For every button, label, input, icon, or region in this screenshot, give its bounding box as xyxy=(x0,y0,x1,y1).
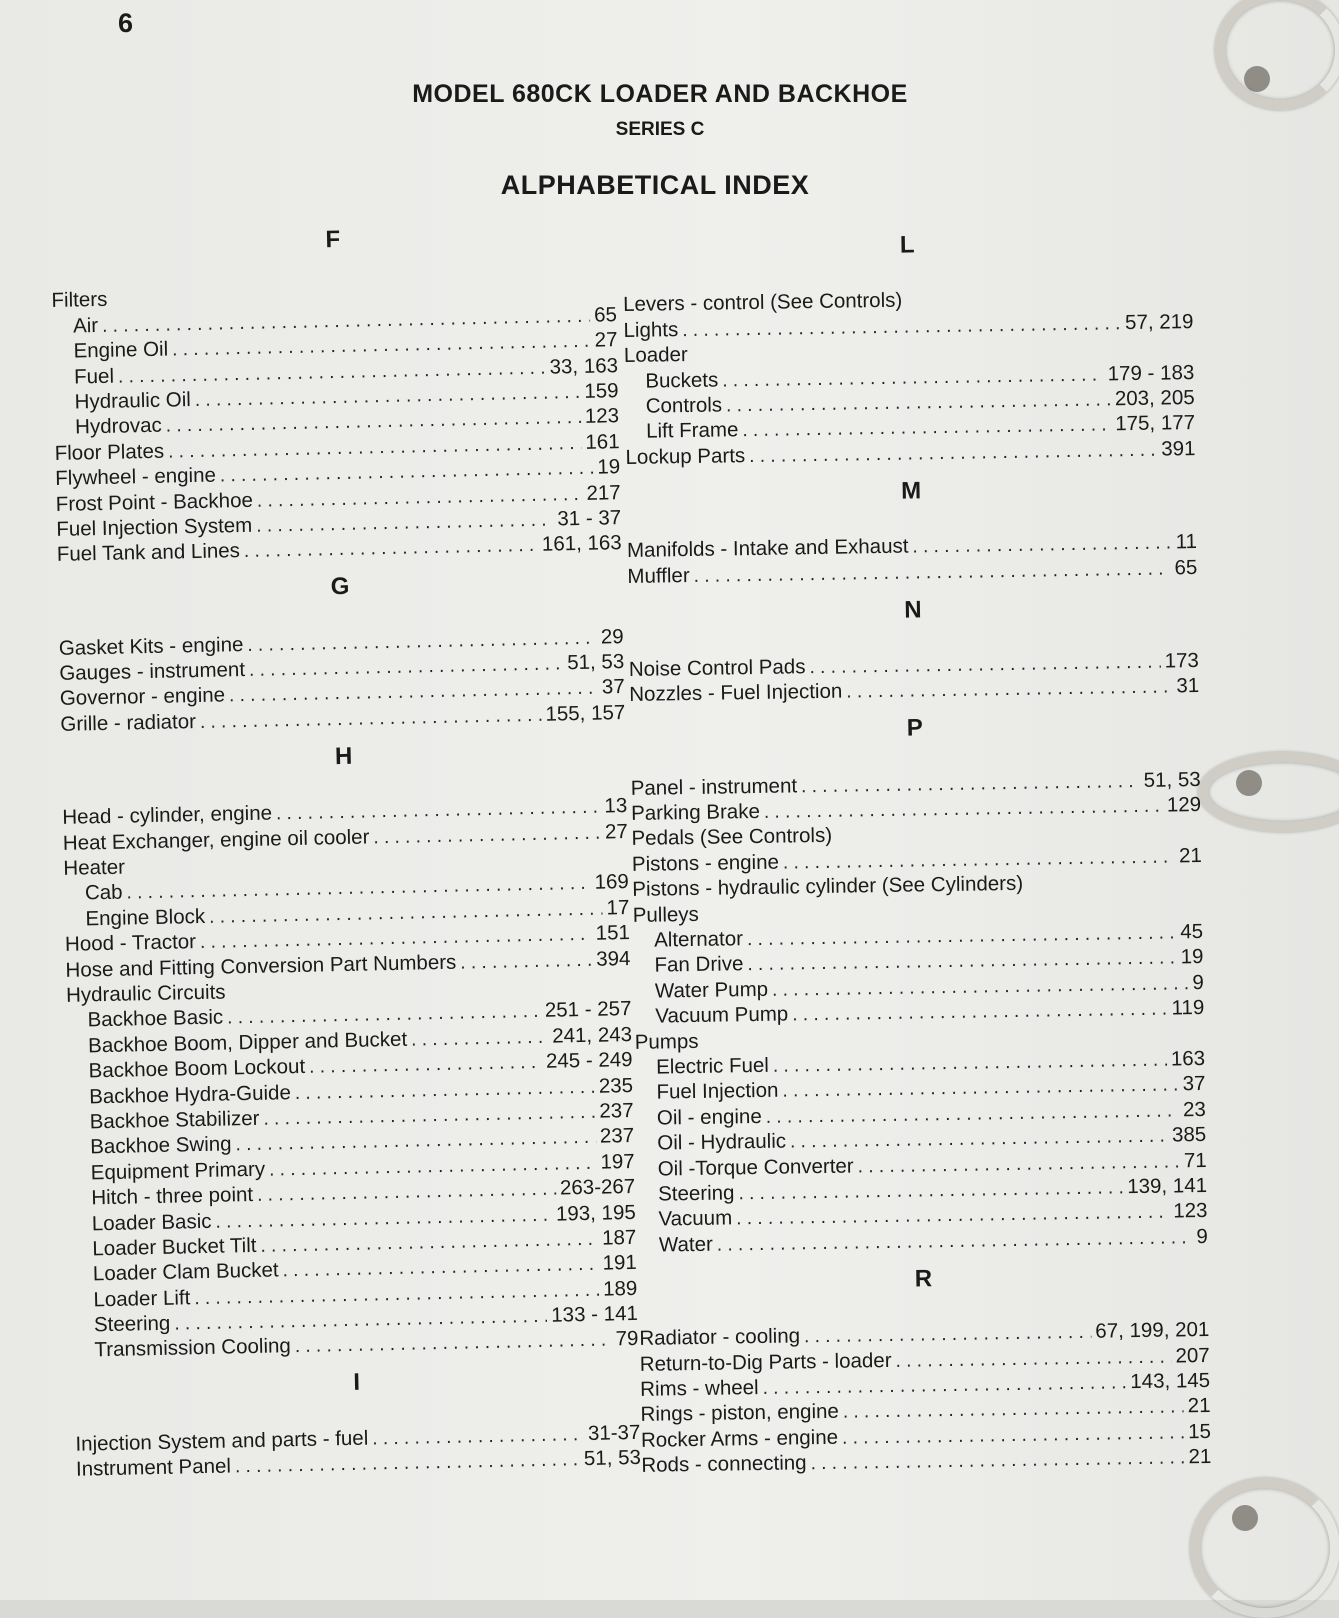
entry-label: Lights xyxy=(623,317,679,342)
entry-label: Backhoe Swing xyxy=(90,1132,232,1159)
document-title: MODEL 680CK LOADER AND BACKHOE xyxy=(412,80,908,108)
entry-label: Frost Point - Backhoe xyxy=(55,488,254,516)
entry-label: Hydraulic Circuits xyxy=(65,980,226,1007)
binder-ring-bottom xyxy=(1190,1478,1339,1618)
entry-page: 251 - 257 xyxy=(544,997,632,1023)
entry-page: 13 xyxy=(604,794,628,818)
entry-label: Hood - Tractor xyxy=(64,930,197,957)
entry-page: 173 xyxy=(1164,648,1199,673)
section-letter: N xyxy=(904,595,922,624)
entry-label: Hydrovac xyxy=(74,414,162,439)
entry-label: Parking Brake xyxy=(630,799,761,826)
entry-page: 45 xyxy=(1180,919,1204,944)
entry-label: Transmission Cooling xyxy=(94,1334,292,1362)
entry-page: 237 xyxy=(599,1098,634,1123)
entry-label: Panel - instrument xyxy=(630,774,798,800)
entry-page: 139, 141 xyxy=(1127,1173,1208,1199)
entry-label: Rods - connecting xyxy=(641,1451,807,1477)
entry-page: 207 xyxy=(1175,1343,1210,1367)
entry-page: 391 xyxy=(1161,436,1196,461)
entry-label: Engine Oil xyxy=(73,337,169,363)
entry-page: 155, 157 xyxy=(545,700,626,726)
entry-label: Fuel Tank and Lines xyxy=(56,539,241,567)
entry-label: Fuel Injection xyxy=(656,1079,779,1104)
dot-leader xyxy=(804,1322,1092,1349)
entry-label: Alternator xyxy=(653,927,744,952)
entry-page: 143, 145 xyxy=(1130,1368,1211,1394)
entry-label: Radiator - cooling xyxy=(639,1324,801,1350)
entry-label: Levers - control (See Controls) xyxy=(622,288,903,317)
entry-page: 51, 53 xyxy=(1143,767,1201,792)
entry-label: Buckets xyxy=(645,368,719,393)
entry-page: 33, 163 xyxy=(549,353,619,379)
entry-page: 161, 163 xyxy=(541,531,622,557)
entry-label: Grille - radiator xyxy=(60,709,197,736)
entry-label: Controls xyxy=(645,393,723,418)
entry-page: 31 - 37 xyxy=(557,506,622,531)
dot-leader xyxy=(372,1424,584,1450)
entry-label: Governor - engine xyxy=(59,683,226,711)
section-letter: M xyxy=(900,477,922,505)
entry-label: Loader Basic xyxy=(91,1209,212,1235)
entry-label: Lockup Parts xyxy=(625,443,746,469)
entry-label: Fan Drive xyxy=(654,952,744,978)
entry-label: Heat Exchanger, engine oil cooler xyxy=(62,825,370,855)
entry-page: 37 xyxy=(1182,1072,1206,1096)
entry-page: 193, 195 xyxy=(555,1200,636,1226)
entry-page: 163 xyxy=(1170,1046,1206,1071)
entry-page: 65 xyxy=(1174,555,1198,579)
entry-label: Water Pump xyxy=(654,977,769,1003)
entry-label: Fuel Injection System xyxy=(56,513,253,541)
entry-label: Backhoe Stabilizer xyxy=(89,1106,260,1134)
entry-label: Hydraulic Oil xyxy=(74,388,192,414)
entry-page: 187 xyxy=(601,1225,637,1250)
section-letter: G xyxy=(330,573,350,601)
entry-label: Muffler xyxy=(627,563,690,588)
entry-page: 133 - 141 xyxy=(551,1301,639,1327)
entry-label: Oil - engine xyxy=(656,1104,762,1130)
entry-page: 394 xyxy=(595,946,631,971)
section-letter: F xyxy=(325,225,341,254)
dot-leader xyxy=(912,533,1172,559)
entry-label: Floor Plates xyxy=(54,439,165,465)
entry-label: Backhoe Hydra-Guide xyxy=(88,1080,292,1108)
entry-label: Loader Lift xyxy=(93,1285,191,1311)
entry-label: Head - cylinder, engine xyxy=(62,801,273,830)
entry-label: Steering xyxy=(93,1311,171,1337)
entry-label: Heater xyxy=(63,855,126,880)
entry-page: 67, 199, 201 xyxy=(1095,1318,1210,1343)
entry-page: 129 xyxy=(1166,793,1202,817)
entry-page: 29 xyxy=(600,624,624,649)
entry-page: 189 xyxy=(602,1276,638,1301)
entry-label: Noise Control Pads xyxy=(628,655,806,681)
entry-page: 241, 243 xyxy=(551,1022,633,1048)
entry-label: Air xyxy=(72,313,99,338)
entry-page: 51, 53 xyxy=(566,650,625,675)
entry-page: 159 xyxy=(584,379,619,403)
document-subtitle: SERIES C xyxy=(615,119,705,140)
entry-page: 31 xyxy=(1176,674,1200,698)
entry-page: 17 xyxy=(606,895,630,920)
entry-label: Pulleys xyxy=(632,902,699,927)
entry-page: 9 xyxy=(1196,1224,1209,1248)
entry-page: 37 xyxy=(601,675,625,700)
page-number: 6 xyxy=(118,8,134,38)
entry-label: Electric Fuel xyxy=(655,1053,770,1079)
entry-label: Cab xyxy=(84,881,123,905)
section-letter: R xyxy=(914,1264,933,1293)
entry-label: Rims - wheel xyxy=(639,1375,759,1401)
entry-page: 217 xyxy=(586,480,621,505)
entry-page: 21 xyxy=(1188,1444,1212,1469)
entry-page: 385 xyxy=(1171,1123,1207,1147)
section-letter: L xyxy=(899,231,915,259)
entry-page: 169 xyxy=(594,870,630,895)
entry-label: Pistons - engine xyxy=(631,850,780,876)
entry-label: Oil -Torque Converter xyxy=(657,1154,854,1181)
entry-label: Fuel xyxy=(73,364,115,389)
entry-page: 71 xyxy=(1183,1148,1207,1172)
entry-label: Rings - piston, engine xyxy=(640,1400,840,1427)
entry-page: 19 xyxy=(1180,945,1204,969)
entry-page: 161 xyxy=(585,429,620,454)
index-column-left xyxy=(50,216,641,1490)
entry-page: 31-37 xyxy=(587,1420,641,1445)
entry-label: Flywheel - engine xyxy=(55,463,217,491)
entry-label: Hose and Fitting Conversion Part Numbers xyxy=(65,950,457,982)
entry-page: 27 xyxy=(604,819,628,844)
dot-leader xyxy=(460,949,592,974)
entry-label: Instrument Panel xyxy=(75,1454,232,1481)
entry-label: Backhoe Basic xyxy=(87,1005,224,1032)
entry-label: Vacuum xyxy=(658,1206,733,1231)
entry-label: Gauges - instrument xyxy=(59,658,246,685)
entry-page: 119 xyxy=(1171,996,1205,1020)
entry-label: Filters xyxy=(51,288,108,313)
entry-label: Engine Block xyxy=(85,904,206,931)
entry-page: 245 - 249 xyxy=(545,1048,633,1073)
entry-label: Gasket Kits - engine xyxy=(58,632,244,660)
entry-label: Injection System and parts - fuel xyxy=(75,1426,369,1456)
dot-leader xyxy=(411,1027,549,1052)
entry-label: Equipment Primary xyxy=(90,1157,266,1185)
entry-page: 79 xyxy=(615,1327,639,1351)
index-column-right xyxy=(622,223,1212,1486)
entry-page: 11 xyxy=(1175,530,1198,554)
binder-ring-middle xyxy=(1198,752,1339,832)
entry-page: 179 - 183 xyxy=(1107,360,1195,385)
entry-label: Pumps xyxy=(634,1029,699,1054)
entry-label: Loader xyxy=(623,343,688,368)
entry-page: 123 xyxy=(584,404,620,429)
entry-label: Water xyxy=(658,1232,714,1257)
entry-page: 263-267 xyxy=(559,1175,636,1200)
section-letter: H xyxy=(334,742,353,771)
dot-leader xyxy=(895,1346,1171,1372)
entry-label: Nozzles - Fuel Injection xyxy=(629,679,843,707)
entry-label: Lift Frame xyxy=(645,418,739,443)
entry-page: 235 xyxy=(598,1073,634,1098)
section-letter: I xyxy=(353,1369,361,1397)
entry-page: 203, 205 xyxy=(1114,385,1195,411)
entry-label: Pistons - hydraulic cylinder (See Cylinders) xyxy=(632,872,1024,902)
entry-page: 15 xyxy=(1187,1419,1212,1443)
section-letter: P xyxy=(906,714,924,742)
entry-label: Return-to-Dig Parts - loader xyxy=(639,1348,892,1376)
entry-page: 175, 177 xyxy=(1115,411,1196,436)
entry-page: 23 xyxy=(1182,1097,1207,1122)
entry-label: Pedals (See Controls) xyxy=(631,824,833,851)
entry-page: 197 xyxy=(600,1149,635,1174)
entry-label: Loader Bucket Tilt xyxy=(92,1233,257,1261)
entry-page: 27 xyxy=(594,328,618,352)
entry-page: 9 xyxy=(1192,970,1205,994)
entry-page: 51, 53 xyxy=(583,1446,642,1471)
entry-page: 151 xyxy=(595,921,631,945)
entry-label: Oil - Hydraulic xyxy=(657,1129,787,1155)
entry-label: Hitch - three point xyxy=(91,1183,254,1210)
entry-page: 21 xyxy=(1178,843,1203,868)
entry-label: Backhoe Boom Lockout xyxy=(88,1054,306,1083)
entry-label: Manifolds - Intake and Exhaust xyxy=(626,534,909,563)
entry-label: Rocker Arms - engine xyxy=(640,1425,839,1452)
entry-label: Steering xyxy=(657,1181,735,1206)
entry-page: 19 xyxy=(597,455,621,479)
entry-page: 237 xyxy=(599,1124,635,1149)
index-heading: ALPHABETICAL INDEX xyxy=(500,170,810,200)
entry-page: 57, 219 xyxy=(1124,309,1194,334)
entry-page: 65 xyxy=(593,302,618,327)
entry-label: Loader Clam Bucket xyxy=(92,1258,279,1286)
entry-page: 191 xyxy=(602,1251,638,1275)
entry-label: Vacuum Pump xyxy=(655,1002,789,1028)
entry-page: 21 xyxy=(1187,1394,1211,1418)
entry-page: 123 xyxy=(1173,1199,1208,1223)
entry-label: Backhoe Boom, Dipper and Bucket xyxy=(87,1027,408,1058)
